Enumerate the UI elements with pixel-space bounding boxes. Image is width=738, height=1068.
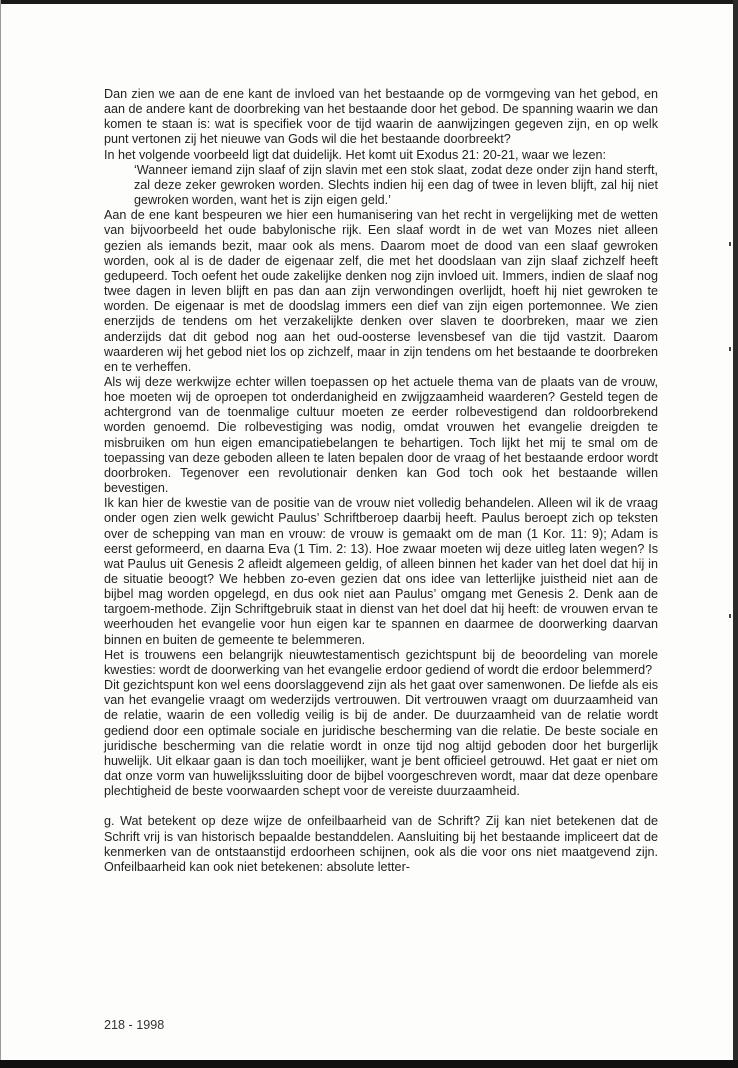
paragraph: Dit gezichtspunt kon wel eens doorslaggevend zijn als het gaat over samenwonen. De liefde als eis van het evangelie vraagt om wederzijds vertrouwen. Dit vertrouwen vraagt om duurzaamheid van de relatie, waarin de een volledig veilig is bij de ander. De duurzaamheid van de relatie wordt gediend door een optimale sociale en juridische bescherming van die relatie. De beste sociale en juridische bescherming van die relatie wordt in onze tijd nog altijd geboden door het burgerlijk huwelijk. Uit elkaar gaan is dan toch moeilijker, want je bent officieel getrouwd. Het gaat er niet om dat onze vorm van huwelijkssluiting door de bijbel voorgeschreven wordt, maar dat deze openbare plechtigheid de beste voorwaarden schept voor de vereiste duurzaamheid. <box>104 678 658 799</box>
page-footer: 218 - 1998 <box>104 1018 165 1032</box>
paragraph: Dan zien we aan de ene kant de invloed van het bestaande op de vormgeving van het gebod, en aan de andere kant de doorbreking van het bestaande door het gebod. De spanning waarin we dan komen te staan is: wat is specifiek voor de tijd waarin de aanwijzingen gegeven zijn, en op welk punt vertonen zij het nieuwe van Gods wil die het bestaande doorbreekt? <box>104 87 658 147</box>
paragraph: In het volgende voorbeeld ligt dat duidelijk. Het komt uit Exodus 21: 20-21, waar we lezen: <box>104 147 606 162</box>
paragraph: Als wij deze werkwijze echter willen toepassen op het actuele thema van de plaats van de vrouw, hoe moeten wij de oproepen tot onderdanigheid en zwijgzaamheid waarderen? Gesteld tegen de achtergrond van de toenmalige cultuur moeten ze eerder rolbevestigend dan roldoorbrekend worden genoemd. Die rolbevestiging was nodig, omdat vrouwen het evangelie dreigden te misbruiken om hun eigen emancipatiebelangen te behartigen. Toch lijkt het mij te smal om de toepassing van deze geboden alleen te laten bepalen door de vraag of het bestaande erdoor wordt doorbroken. Tegenover een revolutionair denken kan God toch ook het bestaande willen bevestigen. <box>104 374 658 496</box>
scan-edge-bottom <box>0 1060 738 1068</box>
margin-mark <box>729 614 731 618</box>
paragraph: Ik kan hier de kwestie van de positie van de vrouw niet volledig behandelen. Alleen wil ik de vraag onder ogen zien welk gewicht Paulus’ Schriftberoep daarbij heeft. Paulus beroept zich op teksten over de schepping van man en vrouw: de vrouw is gemaakt om de man (1 Kor. 11: 9); Adam is eerst geformeerd, en daarna Eva (1 Tim. 2: 13). Hoe zwaar moeten wij deze uitleg laten wegen? Is wat Paulus uit Genesis 2 afleidt algemeen geldig, of alleen binnen het kader van het doel dat hij in de situatie beoogt? We hebben zo-even gezien dat ons idee van letterlijke juistheid niet aan de bijbel mag worden opgelegd, en dus ook niet aan Paulus’ omgang met Genesis 2. Denk aan de targoem-methode. Zijn Schriftgebruik staat in dienst van het doel dat hij heeft: de vrouwen ervan te weerhouden het evangelie voor hun eigen kar te spannen en daarmee de doorwerking daarvan binnen en buiten de gemeente te belemmeren. <box>104 496 658 647</box>
scan-edge-right <box>733 0 738 1068</box>
paragraph: Het is trouwens een belangrijk nieuwtestamentisch gezichtspunt bij de beoordeling van morele kwesties: wordt de doorwerking van het evangelie erdoor gediend of wordt die erdoor belemmerd? <box>104 647 658 677</box>
scan-edge-top <box>0 0 738 4</box>
margin-mark <box>729 242 731 246</box>
body-text <box>104 87 658 875</box>
paragraph: g. Wat betekent op deze wijze de onfeilbaarheid van de Schrift? Zij kan niet betekenen dat de Schrift vrij is van historisch bepaalde bestanddelen. Aansluiting bij het bestaande impliceert dat de kenmerken van de ontstaanstijd erdoorheen schijnen, ook als die voor ons niet maatgevend zijn. Onfeilbaarheid kan ook niet betekenen: absolute letter- <box>104 814 658 874</box>
paragraph: Aan de ene kant bespeuren we hier een humanisering van het recht in vergelijking met de wetten van bijvoorbeeld het oude babylonische rijk. Een slaaf wordt in de wet van Mozes niet alleen gezien als iemands bezit, maar ook als mens. Daarom moet de dood van een slaaf gewroken worden, ook al is de dader de eigenaar zelf, die met het doodslaan van zijn slaaf zichzelf heeft gedupeerd. Toch oefent het oude zakelijke denken nog zijn invloed uit. Immers, indien de slaaf nog twee dagen in leven blijft en pas dan aan zijn verwondingen overlijdt, hoeft hij niet gewroken te worden. De eigenaar is met de doodslag immers een dief van zijn eigen portemonnee. We zien enerzijds de tendens om het verzakelijkte denken over slaven te doorbreken, maar we zien anderzijds dat dit gebod nog aan het oud-oosterse levensbesef van die tijd vastzit. Daarom waarderen wij het gebod niet los op zichzelf, maar in zijn tendens om het bestaande te doorbreken en te verheffen. <box>104 208 658 374</box>
scan-edge-left <box>0 0 1 1068</box>
margin-mark <box>729 347 731 351</box>
block-quote: ‘Wanneer iemand zijn slaaf of zijn slavin met een stok slaat, zodat deze onder zijn hand sterft, zal deze zeker gewroken worden. Slechts indien hij een dag of twee in leven blijft, zal hij niet gewroken worden, want het is zijn eigen geld.’ <box>134 162 658 208</box>
